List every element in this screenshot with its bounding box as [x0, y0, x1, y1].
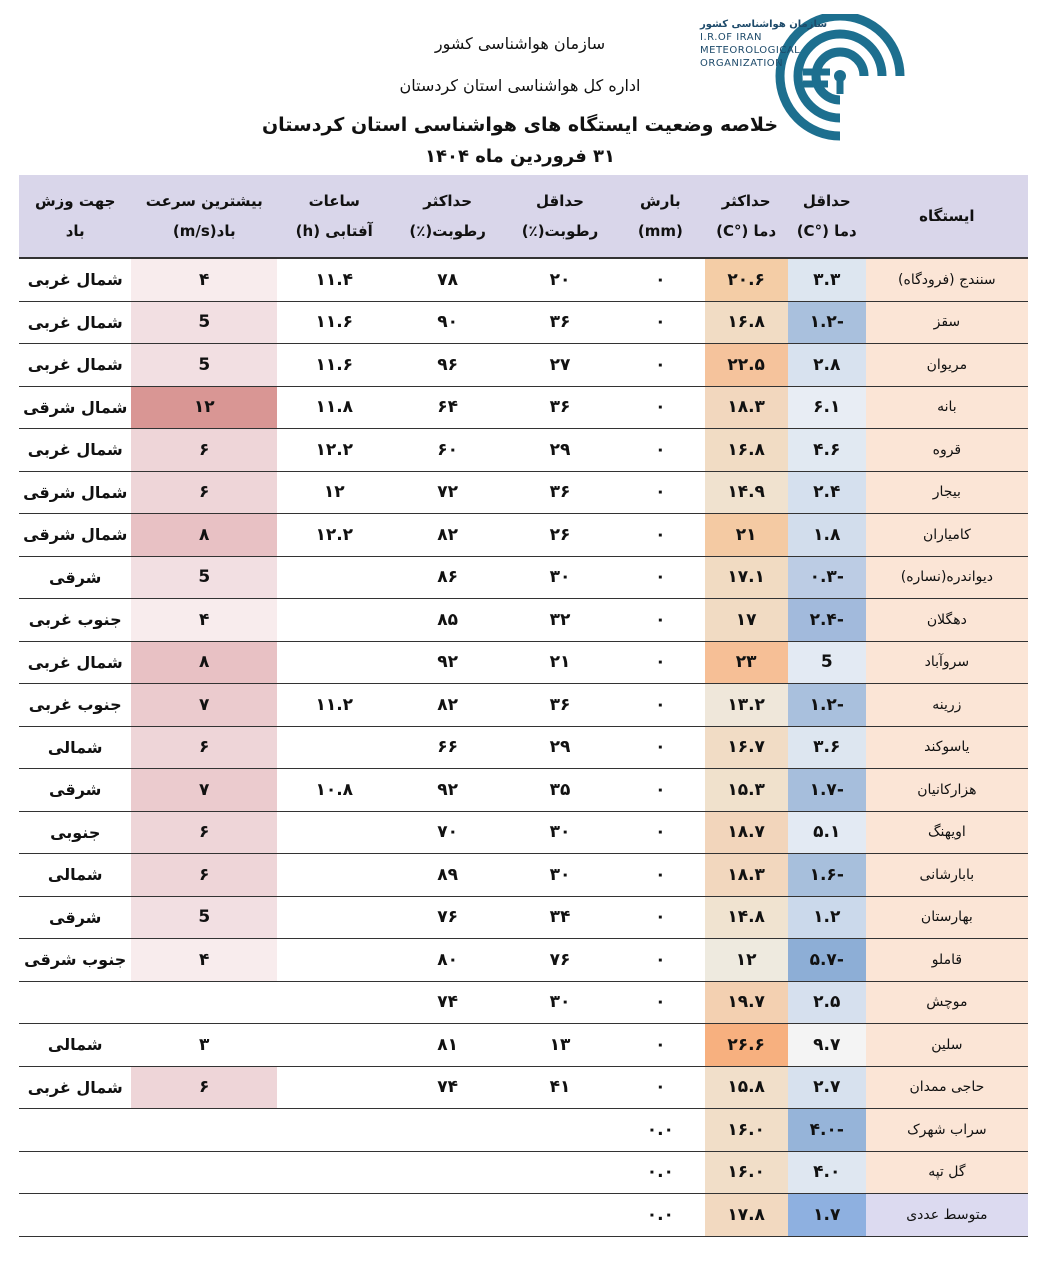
station-cell: دیواندره(نساره)	[866, 556, 1028, 599]
hmin-cell: ۲۰	[504, 258, 616, 301]
station-cell: کامیاران	[866, 514, 1028, 557]
tmax-cell: ۲۶.۶	[705, 1024, 788, 1067]
sunshine-cell: ۱۲	[277, 471, 391, 514]
tmax-cell: ۲۲.۵	[705, 344, 788, 387]
wind-direction-cell: شرقی	[19, 556, 131, 599]
header-tmin-line1: حداقل	[802, 192, 851, 210]
header-tmax-line1: حداکثر	[721, 192, 771, 210]
tmin-cell: -۱.۲	[788, 684, 866, 727]
tmax-cell: ۱۵.۳	[705, 769, 788, 812]
tmax-cell: ۲۰.۶	[705, 258, 788, 301]
tmin-cell: ۳.۳	[788, 258, 866, 301]
station-cell: یاسوکند	[866, 726, 1028, 769]
wind-direction-cell: شرقی	[19, 896, 131, 939]
header-precip-line2: (mm)	[637, 222, 683, 240]
tmin-cell: ۱.۸	[788, 514, 866, 557]
header-wind-speed-line2: باد(m/s)	[172, 222, 236, 240]
tmax-cell: ۱۸.۷	[705, 811, 788, 854]
hmin-cell: ۳۰	[504, 854, 616, 897]
sunshine-cell	[277, 726, 391, 769]
tmin-cell: ۱.۷	[788, 1194, 866, 1237]
header-wind-speed-line1: بیشترین سرعت	[145, 192, 263, 210]
station-cell: اویهنگ	[866, 811, 1028, 854]
hmin-cell: ۲۹	[504, 726, 616, 769]
wind-speed-cell: ۶	[131, 854, 277, 897]
station-cell: بهارستان	[866, 896, 1028, 939]
tmax-cell: ۱۶.۸	[705, 301, 788, 344]
tmin-cell: -۲.۴	[788, 599, 866, 642]
tmax-cell: ۱۳.۲	[705, 684, 788, 727]
hmin-cell	[504, 1194, 616, 1237]
wind-direction-cell: جنوب غربی	[19, 599, 131, 642]
hmax-cell: ۹۲	[391, 769, 503, 812]
header-tmax-line2: دما (°C)	[716, 222, 777, 240]
precip-cell: ۰	[616, 429, 704, 472]
wind-speed-cell: ۶	[131, 471, 277, 514]
table-row	[19, 854, 1028, 897]
station-cell: گل تپه	[866, 1151, 1028, 1194]
station-cell: بابارشانی	[866, 854, 1028, 897]
wind-speed-cell: ۶	[131, 429, 277, 472]
wind-direction-cell	[19, 981, 131, 1024]
tmax-cell: ۱۲	[705, 939, 788, 982]
table-row	[19, 981, 1028, 1024]
wind-speed-cell: ۴	[131, 599, 277, 642]
hmax-cell: ۸۹	[391, 854, 503, 897]
header-tmax	[705, 175, 788, 258]
hmax-cell: ۸۵	[391, 599, 503, 642]
tmax-cell: ۱۷.۸	[705, 1194, 788, 1237]
station-cell: قاملو	[866, 939, 1028, 982]
average-row	[19, 1194, 1028, 1237]
precip-cell: ۰	[616, 896, 704, 939]
table-row	[19, 939, 1028, 982]
sunshine-cell	[277, 1194, 391, 1237]
wind-speed-cell: 5	[131, 301, 277, 344]
tmin-cell: -۴.۰	[788, 1109, 866, 1152]
wind-speed-cell: ۷	[131, 769, 277, 812]
station-cell: سنندج (فرودگاه)	[866, 258, 1028, 301]
tmin-cell: ۳.۶	[788, 726, 866, 769]
header-station-label: ایستگاه	[919, 207, 975, 225]
wind-direction-cell: شمال غربی	[19, 1066, 131, 1109]
table-row	[19, 726, 1028, 769]
hmin-cell	[504, 1109, 616, 1152]
hmin-cell: ۳۰	[504, 811, 616, 854]
wind-speed-cell: ۶	[131, 726, 277, 769]
station-cell: سقز	[866, 301, 1028, 344]
wind-direction-cell: شمال غربی	[19, 641, 131, 684]
hmax-cell: ۸۶	[391, 556, 503, 599]
wind-speed-cell	[131, 981, 277, 1024]
header-hmax-line1: حداکثر	[423, 192, 473, 210]
hmin-cell: ۳۵	[504, 769, 616, 812]
hmax-cell: ۶۶	[391, 726, 503, 769]
table-row	[19, 769, 1028, 812]
hmax-cell: ۸۱	[391, 1024, 503, 1067]
wind-direction-cell: جنوبی	[19, 811, 131, 854]
table-row	[19, 1066, 1028, 1109]
wind-direction-cell: شمال شرقی	[19, 386, 131, 429]
hmax-cell: ۷۴	[391, 1066, 503, 1109]
organization-name: سازمان هواشناسی کشور	[434, 34, 606, 53]
station-cell: حاجی ممدان	[866, 1066, 1028, 1109]
table-body	[19, 258, 1028, 1236]
tmax-cell: ۱۵.۸	[705, 1066, 788, 1109]
wind-speed-cell: ۱۲	[131, 386, 277, 429]
sunshine-cell: ۱۱.۶	[277, 301, 391, 344]
precip-cell: ۰.۰	[616, 1109, 704, 1152]
hmin-cell: ۴۱	[504, 1066, 616, 1109]
sunshine-cell	[277, 854, 391, 897]
wind-direction-cell: شمالی	[19, 854, 131, 897]
tmin-cell: ۲.۴	[788, 471, 866, 514]
hmin-cell: ۳۲	[504, 599, 616, 642]
report-header	[0, 0, 1045, 175]
tmax-cell: ۱۸.۳	[705, 386, 788, 429]
precip-cell: ۰	[616, 939, 704, 982]
sunshine-cell	[277, 556, 391, 599]
hmax-cell: ۹۶	[391, 344, 503, 387]
header-wind-speed	[131, 175, 277, 258]
header-wind-direction	[19, 175, 131, 258]
hmax-cell: ۸۰	[391, 939, 503, 982]
sunshine-cell: ۱۱.۸	[277, 386, 391, 429]
tmin-cell: -۱.۲	[788, 301, 866, 344]
precip-cell: ۰	[616, 386, 704, 429]
header-sunshine	[277, 175, 391, 258]
sunshine-cell: ۱۱.۴	[277, 258, 391, 301]
header-tmin-line2: دما (°C)	[796, 222, 857, 240]
wind-direction-cell: شمال شرقی	[19, 514, 131, 557]
hmin-cell: ۳۴	[504, 896, 616, 939]
tmin-cell: -۰.۳	[788, 556, 866, 599]
station-cell: سراب شهرک	[866, 1109, 1028, 1152]
sunshine-cell	[277, 811, 391, 854]
sunshine-cell	[277, 641, 391, 684]
station-cell: موچش	[866, 981, 1028, 1024]
hmax-cell: ۷۶	[391, 896, 503, 939]
hmax-cell	[391, 1194, 503, 1237]
precip-cell: ۰	[616, 471, 704, 514]
wind-direction-cell: جنوب شرقی	[19, 939, 131, 982]
precip-cell: ۰.۰	[616, 1194, 704, 1237]
hmax-cell: ۷۰	[391, 811, 503, 854]
tmin-cell: ۲.۸	[788, 344, 866, 387]
wind-speed-cell: ۸	[131, 641, 277, 684]
sunshine-cell	[277, 1151, 391, 1194]
tmax-cell: ۱۷.۱	[705, 556, 788, 599]
wind-speed-cell	[131, 1109, 277, 1152]
hmax-cell	[391, 1109, 503, 1152]
hmin-cell: ۳۰	[504, 981, 616, 1024]
table-row	[19, 514, 1028, 557]
wind-direction-cell	[19, 1151, 131, 1194]
table-row	[19, 1109, 1028, 1152]
precip-cell: ۰	[616, 514, 704, 557]
sunshine-cell: ۱۲.۲	[277, 514, 391, 557]
table-row	[19, 599, 1028, 642]
wind-speed-cell: ۶	[131, 1066, 277, 1109]
tmin-cell: ۲.۵	[788, 981, 866, 1024]
sunshine-cell	[277, 896, 391, 939]
wind-direction-cell: شمال غربی	[19, 344, 131, 387]
station-cell: زرینه	[866, 684, 1028, 727]
wind-speed-cell: ۴	[131, 258, 277, 301]
tmin-cell: ۹.۷	[788, 1024, 866, 1067]
wind-speed-cell: ۷	[131, 684, 277, 727]
department-name: اداره کل هواشناسی استان کردستان	[399, 76, 641, 95]
hmin-cell: ۳۶	[504, 684, 616, 727]
hmin-cell: ۲۶	[504, 514, 616, 557]
header-hmax	[391, 175, 503, 258]
tmax-cell: ۱۶.۸	[705, 429, 788, 472]
wind-direction-cell: شمالی	[19, 1024, 131, 1067]
precip-cell: ۰	[616, 344, 704, 387]
precip-cell: ۰.۰	[616, 1151, 704, 1194]
table-row	[19, 1024, 1028, 1067]
precip-cell: ۰	[616, 726, 704, 769]
tmin-cell: ۲.۷	[788, 1066, 866, 1109]
precip-cell: ۰	[616, 301, 704, 344]
logo-english-line1: I.R.OF IRAN	[700, 32, 763, 43]
wind-speed-cell: ۴	[131, 939, 277, 982]
logo-caption	[700, 18, 830, 70]
hmax-cell	[391, 1151, 503, 1194]
wind-direction-cell: جنوب غربی	[19, 684, 131, 727]
station-summary-table	[19, 175, 1028, 1237]
tmax-cell: ۱۸.۳	[705, 854, 788, 897]
sunshine-cell	[277, 939, 391, 982]
tmin-cell: -۵.۷	[788, 939, 866, 982]
precip-cell: ۰	[616, 981, 704, 1024]
tmax-cell: ۱۴.۹	[705, 471, 788, 514]
tmax-cell: ۱۴.۸	[705, 896, 788, 939]
tmax-cell: ۲۱	[705, 514, 788, 557]
tmax-cell: ۱۶.۰	[705, 1109, 788, 1152]
logo-persian-text: سازمان هواشناسی کشور	[700, 19, 828, 30]
table-row	[19, 386, 1028, 429]
wind-speed-cell: 5	[131, 896, 277, 939]
wind-direction-cell	[19, 1109, 131, 1152]
precip-cell: ۰	[616, 258, 704, 301]
wind-speed-cell	[131, 1151, 277, 1194]
station-cell: متوسط عددی	[866, 1194, 1028, 1237]
tmax-cell: ۱۷	[705, 599, 788, 642]
table-row	[19, 896, 1028, 939]
header-hmin-line1: حداقل	[536, 192, 584, 210]
precip-cell: ۰	[616, 854, 704, 897]
precip-cell: ۰	[616, 1024, 704, 1067]
header-precip-line1: بارش	[640, 192, 681, 210]
wind-direction-cell: شمال غربی	[19, 301, 131, 344]
station-cell: هزارکانیان	[866, 769, 1028, 812]
hmin-cell: ۱۳	[504, 1024, 616, 1067]
precip-cell: ۰	[616, 641, 704, 684]
tmin-cell: ۶.۱	[788, 386, 866, 429]
table-row	[19, 556, 1028, 599]
tmax-cell: ۲۳	[705, 641, 788, 684]
tmin-cell: -۱.۷	[788, 769, 866, 812]
sunshine-cell	[277, 1066, 391, 1109]
sunshine-cell	[277, 1024, 391, 1067]
sunshine-cell	[277, 981, 391, 1024]
table-row	[19, 258, 1028, 301]
hmin-cell: ۳۰	[504, 556, 616, 599]
header-wind-direction-line2: باد	[65, 222, 85, 240]
station-cell: سلین	[866, 1024, 1028, 1067]
table-row	[19, 471, 1028, 514]
header-wind-direction-line1: جهت وزش	[34, 192, 116, 210]
table-row	[19, 684, 1028, 727]
tmax-cell: ۱۶.۷	[705, 726, 788, 769]
hmax-cell: ۷۲	[391, 471, 503, 514]
tmin-cell: 5	[788, 641, 866, 684]
logo-english-line2: METEOROLOGICAL	[700, 45, 801, 56]
tmax-cell: ۱۶.۰	[705, 1151, 788, 1194]
table-row	[19, 641, 1028, 684]
wind-speed-cell: 5	[131, 556, 277, 599]
station-cell: قروه	[866, 429, 1028, 472]
header-sunshine-line1: ساعات	[308, 192, 360, 210]
sunshine-cell: ۱۲.۲	[277, 429, 391, 472]
hmin-cell: ۲۹	[504, 429, 616, 472]
station-cell: بانه	[866, 386, 1028, 429]
table-row	[19, 301, 1028, 344]
hmin-cell	[504, 1151, 616, 1194]
sunshine-cell	[277, 599, 391, 642]
hmax-cell: ۹۲	[391, 641, 503, 684]
tmax-cell: ۱۹.۷	[705, 981, 788, 1024]
logo-english-line3: ORGANIZATION	[700, 58, 784, 69]
header-hmin	[504, 175, 616, 258]
wind-speed-cell: 5	[131, 344, 277, 387]
wind-direction-cell: شمال شرقی	[19, 471, 131, 514]
station-cell: مریوان	[866, 344, 1028, 387]
hmax-cell: ۹۰	[391, 301, 503, 344]
station-cell: بیجار	[866, 471, 1028, 514]
header-tmin	[788, 175, 866, 258]
table-row	[19, 811, 1028, 854]
sunshine-cell	[277, 1109, 391, 1152]
table-header-row	[19, 175, 1028, 258]
precip-cell: ۰	[616, 769, 704, 812]
tmin-cell: -۱.۶	[788, 854, 866, 897]
wind-direction-cell: شمالی	[19, 726, 131, 769]
tmin-cell: ۴.۰	[788, 1151, 866, 1194]
wind-speed-cell	[131, 1194, 277, 1237]
hmin-cell: ۳۶	[504, 471, 616, 514]
tmin-cell: ۱.۲	[788, 896, 866, 939]
tmin-cell: ۵.۱	[788, 811, 866, 854]
wind-speed-cell: ۳	[131, 1024, 277, 1067]
hmin-cell: ۲۱	[504, 641, 616, 684]
sunshine-cell: ۱۱.۲	[277, 684, 391, 727]
header-hmax-line2: رطوبت(٪)	[409, 222, 486, 240]
hmin-cell: ۳۶	[504, 386, 616, 429]
hmax-cell: ۷۴	[391, 981, 503, 1024]
hmax-cell: ۷۸	[391, 258, 503, 301]
table-row	[19, 1151, 1028, 1194]
precip-cell: ۰	[616, 599, 704, 642]
precip-cell: ۰	[616, 811, 704, 854]
precip-cell: ۰	[616, 684, 704, 727]
hmin-cell: ۳۶	[504, 301, 616, 344]
wind-speed-cell: ۸	[131, 514, 277, 557]
header-hmin-line2: رطوبت(٪)	[521, 222, 599, 240]
wind-direction-cell	[19, 1194, 131, 1237]
wind-direction-cell: شرقی	[19, 769, 131, 812]
table-row	[19, 344, 1028, 387]
precip-cell: ۰	[616, 556, 704, 599]
hmax-cell: ۶۰	[391, 429, 503, 472]
hmin-cell: ۷۶	[504, 939, 616, 982]
report-title: خلاصه وضعیت ایستگاه های هواشناسی استان کردستان	[261, 114, 779, 136]
wind-direction-cell: شمال غربی	[19, 258, 131, 301]
header-station	[866, 175, 1028, 258]
header-sunshine-line2: آفتابی (h)	[295, 222, 373, 240]
sunshine-cell: ۱۰.۸	[277, 769, 391, 812]
wind-speed-cell: ۶	[131, 811, 277, 854]
table-row	[19, 429, 1028, 472]
precip-cell: ۰	[616, 1066, 704, 1109]
hmin-cell: ۲۷	[504, 344, 616, 387]
hmax-cell: ۸۲	[391, 514, 503, 557]
report-date: ۳۱ فروردین ماه ۱۴۰۴	[425, 146, 615, 167]
tmin-cell: ۴.۶	[788, 429, 866, 472]
station-cell: دهگلان	[866, 599, 1028, 642]
sunshine-cell: ۱۱.۶	[277, 344, 391, 387]
wind-direction-cell: شمال غربی	[19, 429, 131, 472]
station-cell: سروآباد	[866, 641, 1028, 684]
header-precip	[616, 175, 704, 258]
hmax-cell: ۸۲	[391, 684, 503, 727]
hmax-cell: ۶۴	[391, 386, 503, 429]
